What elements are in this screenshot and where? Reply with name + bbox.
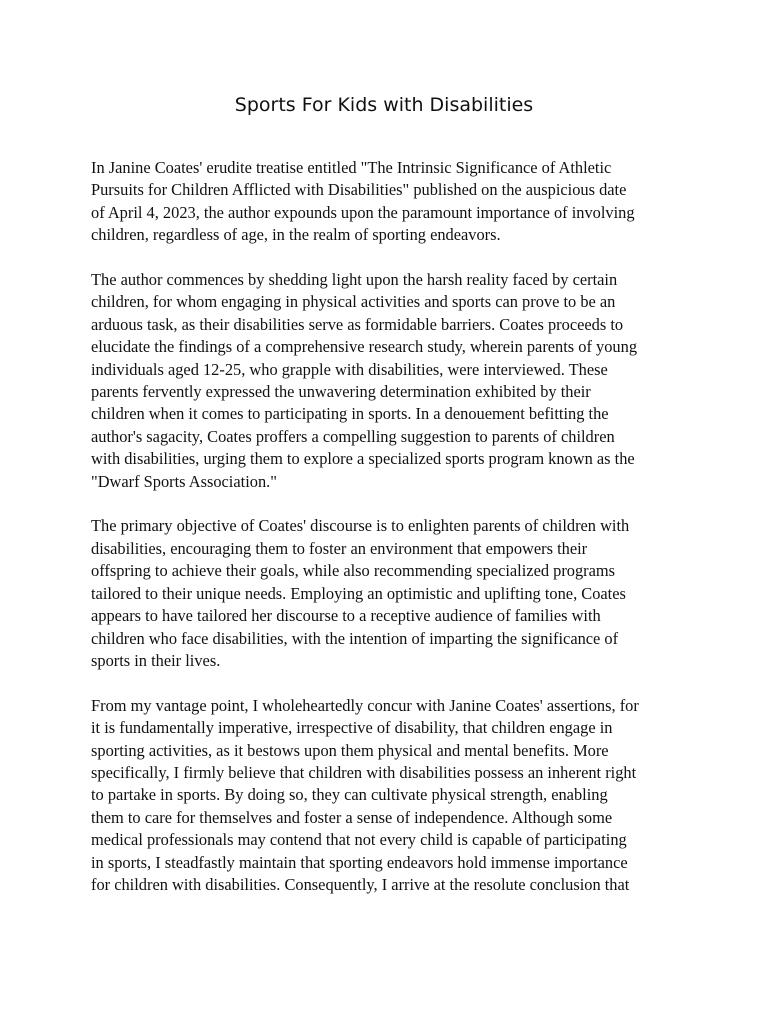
text-line: The primary objective of Coates' discourse is to enlighten parents of children with [91, 516, 630, 536]
text-line: parents fervently expressed the unwavering determination exhibited by their [91, 382, 591, 402]
text-line: author's sagacity, Coates proffers a compelling suggestion to parents of children [91, 426, 615, 446]
document-title: Sports For Kids with Disabilities [234, 94, 534, 116]
paragraph-4 [91, 695, 691, 897]
text-line: children, regardless of age, in the realm of sporting endeavors. [91, 225, 501, 245]
text-line: with disabilities, urging them to explore a specialized sports program known as the [91, 449, 635, 469]
text-line: specifically, I firmly believe that children with disabilities possess an inherent right [91, 762, 637, 782]
document-body [91, 157, 691, 919]
text-line: medical professionals may contend that not every child is capable of participating [91, 830, 627, 850]
text-line: them to care for themselves and foster a sense of independence. Although some [91, 807, 613, 827]
text-line: appears to have tailored her discourse to a receptive audience of families with [91, 606, 601, 626]
paragraph-3 [91, 515, 691, 672]
text-line: in sports, I steadfastly maintain that sporting endeavors hold immense importance [91, 852, 628, 872]
text-line: for children with disabilities. Consequently, I arrive at the resolute conclusion that [91, 874, 630, 894]
text-line: The author commences by shedding light upon the harsh reality faced by certain [91, 270, 618, 290]
text-line: children who face disabilities, with the intention of imparting the significance of [91, 628, 619, 648]
text-line: From my vantage point, I wholeheartedly concur with Janine Coates' assertions, for [91, 695, 639, 715]
paragraph-1 [91, 157, 691, 247]
paragraph-2 [91, 269, 691, 493]
text-line: sporting activities, as it bestows upon them physical and mental benefits. More [91, 740, 609, 760]
text-line: Pursuits for Children Afflicted with Disabilities" published on the auspicious date [91, 180, 627, 200]
text-line: disabilities, encouraging them to foster an environment that empowers their [91, 538, 588, 558]
text-line: of April 4, 2023, the author expounds upon the paramount importance of involving [91, 202, 635, 222]
text-line: "Dwarf Sports Association." [91, 471, 277, 491]
text-line: children when it comes to participating in sports. In a denouement befitting the [91, 404, 609, 424]
text-line: offspring to achieve their goals, while also recommending specialized programs [91, 561, 616, 581]
text-line: to partake in sports. By doing so, they can cultivate physical strength, enabling [91, 785, 608, 805]
text-line: sports in their lives. [91, 650, 221, 670]
text-line: children, for whom engaging in physical activities and sports can prove to be an [91, 292, 616, 312]
text-line: arduous task, as their disabilities serve as formidable barriers. Coates proceeds to [91, 314, 624, 334]
text-line: it is fundamentally imperative, irrespective of disability, that children engage in [91, 718, 613, 738]
text-line: elucidate the findings of a comprehensive research study, wherein parents of young [91, 337, 638, 357]
text-line: tailored to their unique needs. Employing an optimistic and uplifting tone, Coates [91, 583, 626, 603]
text-line: In Janine Coates' erudite treatise entitled "The Intrinsic Significance of Athletic [91, 158, 612, 177]
text-line: individuals aged 12-25, who grapple with disabilities, were interviewed. These [91, 359, 608, 379]
